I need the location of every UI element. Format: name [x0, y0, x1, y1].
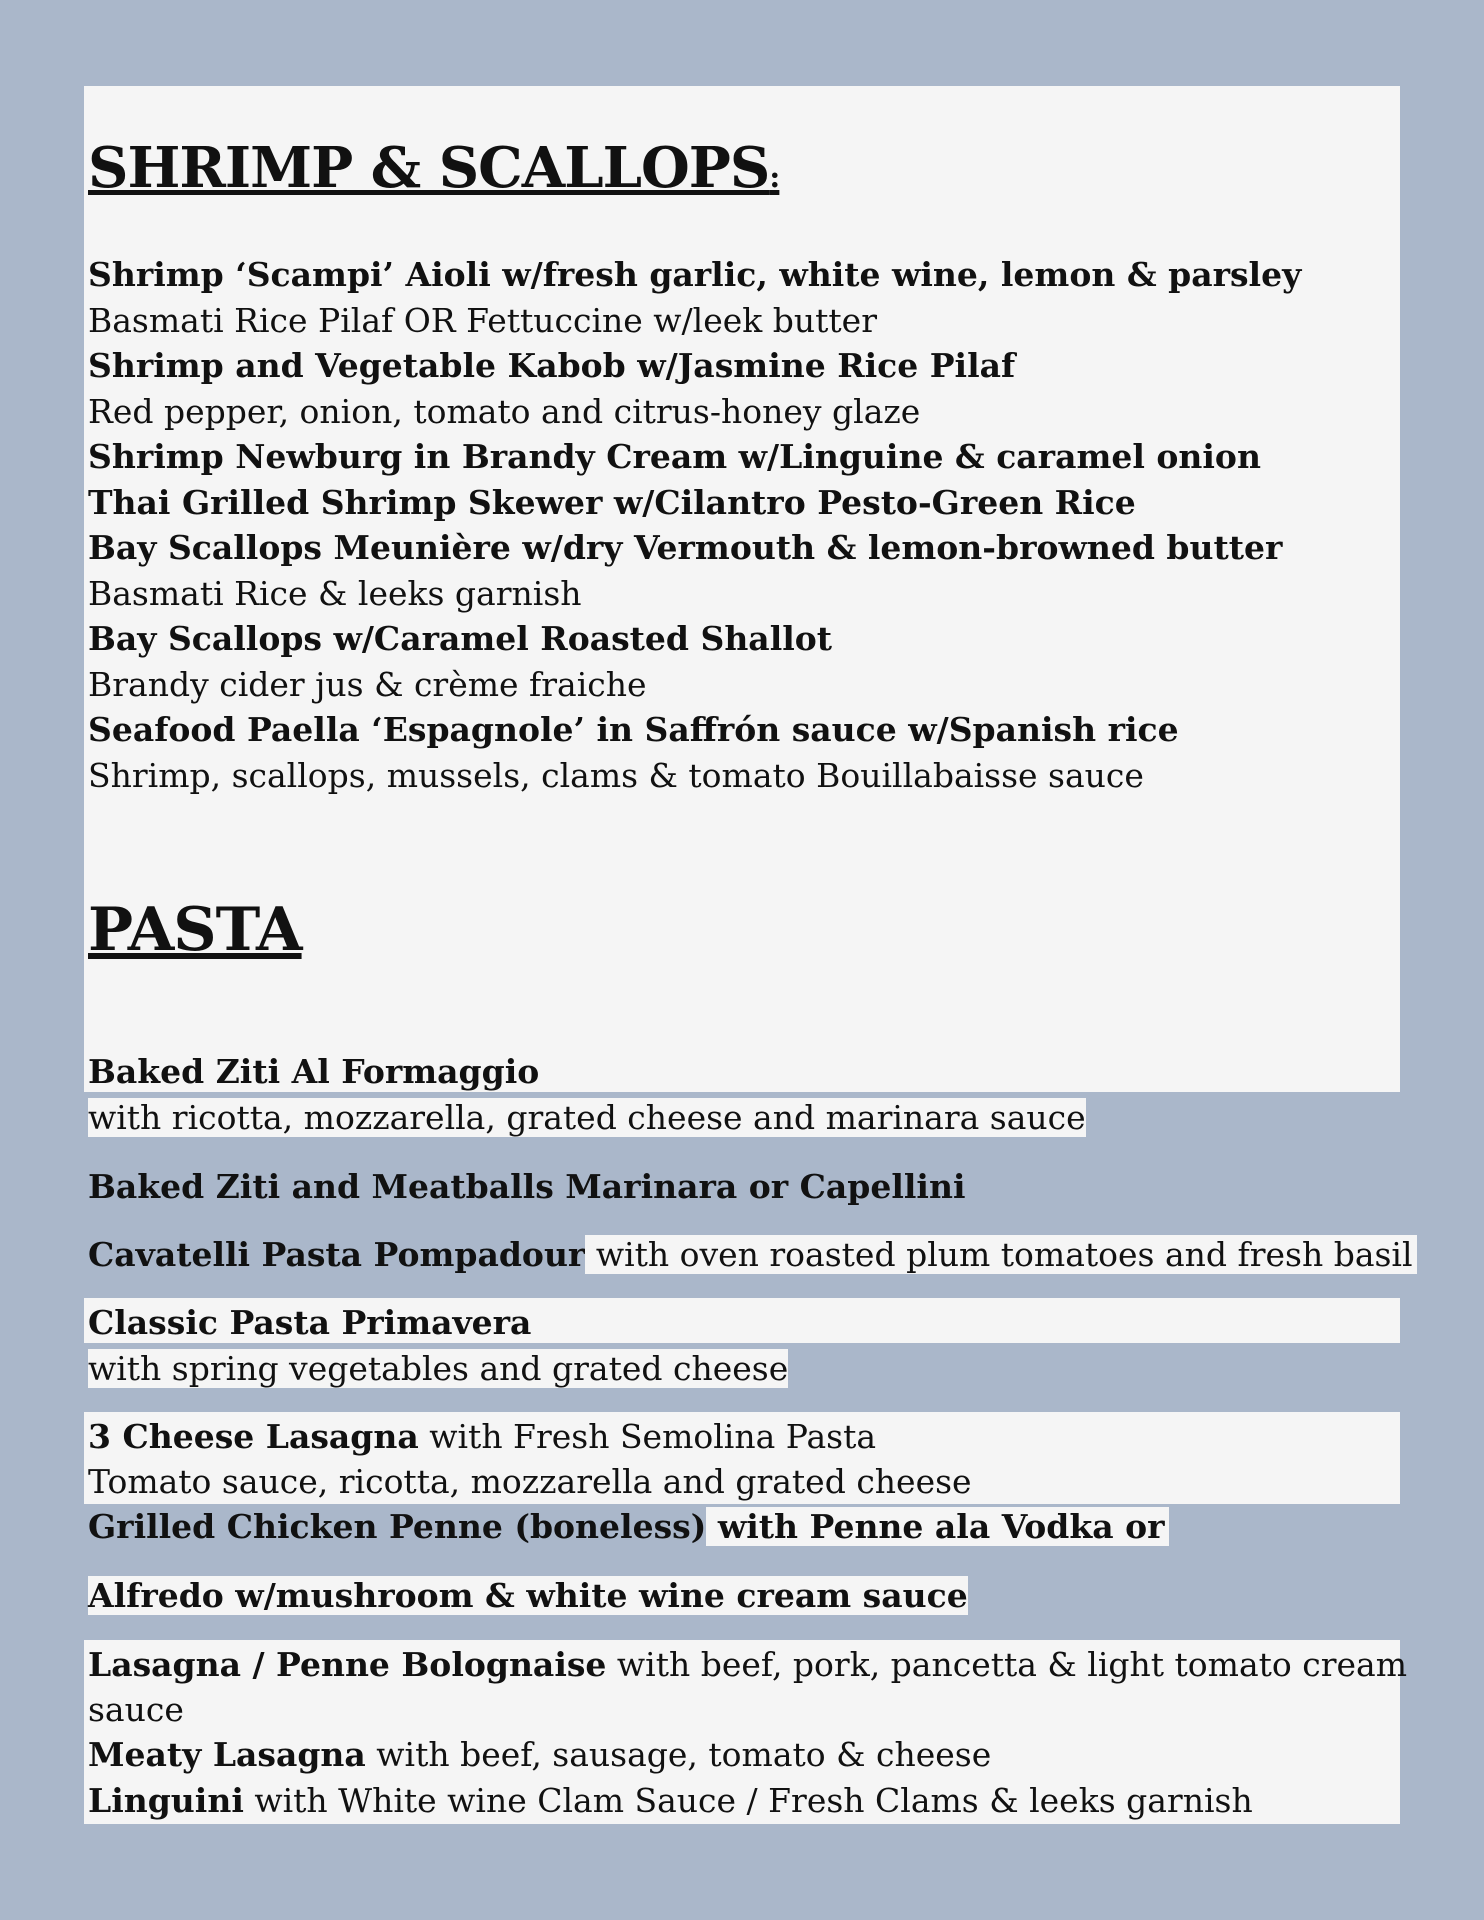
menu-item-title: Seafood Paella ‘Espagnole’ in Saffrón sauce w/Spanish rice: [88, 710, 1179, 749]
menu-item-desc: with spring vegetables and grated cheese: [88, 1349, 789, 1388]
section-heading-pasta: PASTA: [88, 895, 302, 965]
menu-item-desc: Red pepper, onion, tomato and citrus-honey glaze: [88, 391, 921, 431]
menu-item-title: Shrimp Newburg in Brandy Cream w/Linguine & caramel onion: [88, 437, 1261, 476]
section-heading-shrimp: SHRIMP & SCALLOPS:: [88, 135, 780, 201]
menu-item-desc: Basmati Rice Pilaf OR Fettuccine w/leek butter: [88, 300, 877, 340]
menu-item-title: Bay Scallops w/Caramel Roasted Shallot: [88, 619, 833, 658]
menu-item-desc: Shrimp, scallops, mussels, clams & tomato Bouillabaisse sauce: [88, 755, 1144, 795]
menu-item-bolognaise: Lasagna / Penne Bolognaise with beef, pork, pancetta & light tomato cream: [88, 1645, 1407, 1684]
menu-item-title: Thai Grilled Shrimp Skewer w/Cilantro Pesto-Green Rice: [88, 482, 1136, 522]
menu-item-chicken-penne: Grilled Chicken Penne (boneless) with Penne ala Vodka or: [88, 1504, 1169, 1549]
menu-item-title: Shrimp ‘Scampi’ Aioli w/fresh garlic, white wine, lemon & parsley: [88, 255, 1302, 294]
menu-item-3-cheese-lasagna: 3 Cheese Lasagna with Fresh Semolina Pasta: [88, 1417, 877, 1456]
menu-item-title: Bay Scallops Meunière w/dry Vermouth & lemon-browned butter: [88, 528, 1283, 567]
menu-item-primavera: Classic Pasta Primavera: [88, 1303, 532, 1342]
menu-item-cavatelli: Cavatelli Pasta Pompadour with oven roasted plum tomatoes and fresh basil: [88, 1232, 1417, 1277]
menu-item-ziti-meatballs: Baked Ziti and Meatballs Marinara or Capellini: [88, 1167, 966, 1206]
menu-item-desc: Basmati Rice & leeks garnish: [88, 573, 582, 613]
menu-item-baked-ziti: Baked Ziti Al Formaggio: [88, 1052, 540, 1091]
menu-item-meaty-lasagna: Meaty Lasagna with beef, sausage, tomato & cheese: [88, 1735, 992, 1774]
menu-item-desc: with ricotta, mozzarella, grated cheese and marinara sauce: [88, 1098, 1086, 1137]
menu-item-desc: Tomato sauce, ricotta, mozzarella and grated cheese: [88, 1462, 972, 1501]
menu-item-linguini: Linguini with White wine Clam Sauce / Fresh Clams & leeks garnish: [88, 1781, 1253, 1820]
menu-item-alfredo: Alfredo w/mushroom & white wine cream sauce: [88, 1576, 968, 1615]
menu-item-title: Shrimp and Vegetable Kabob w/Jasmine Rice Pilaf: [88, 346, 1016, 385]
menu-item-desc: sauce: [88, 1690, 184, 1729]
menu-item-desc: Brandy cider jus & crème fraiche: [88, 664, 647, 704]
